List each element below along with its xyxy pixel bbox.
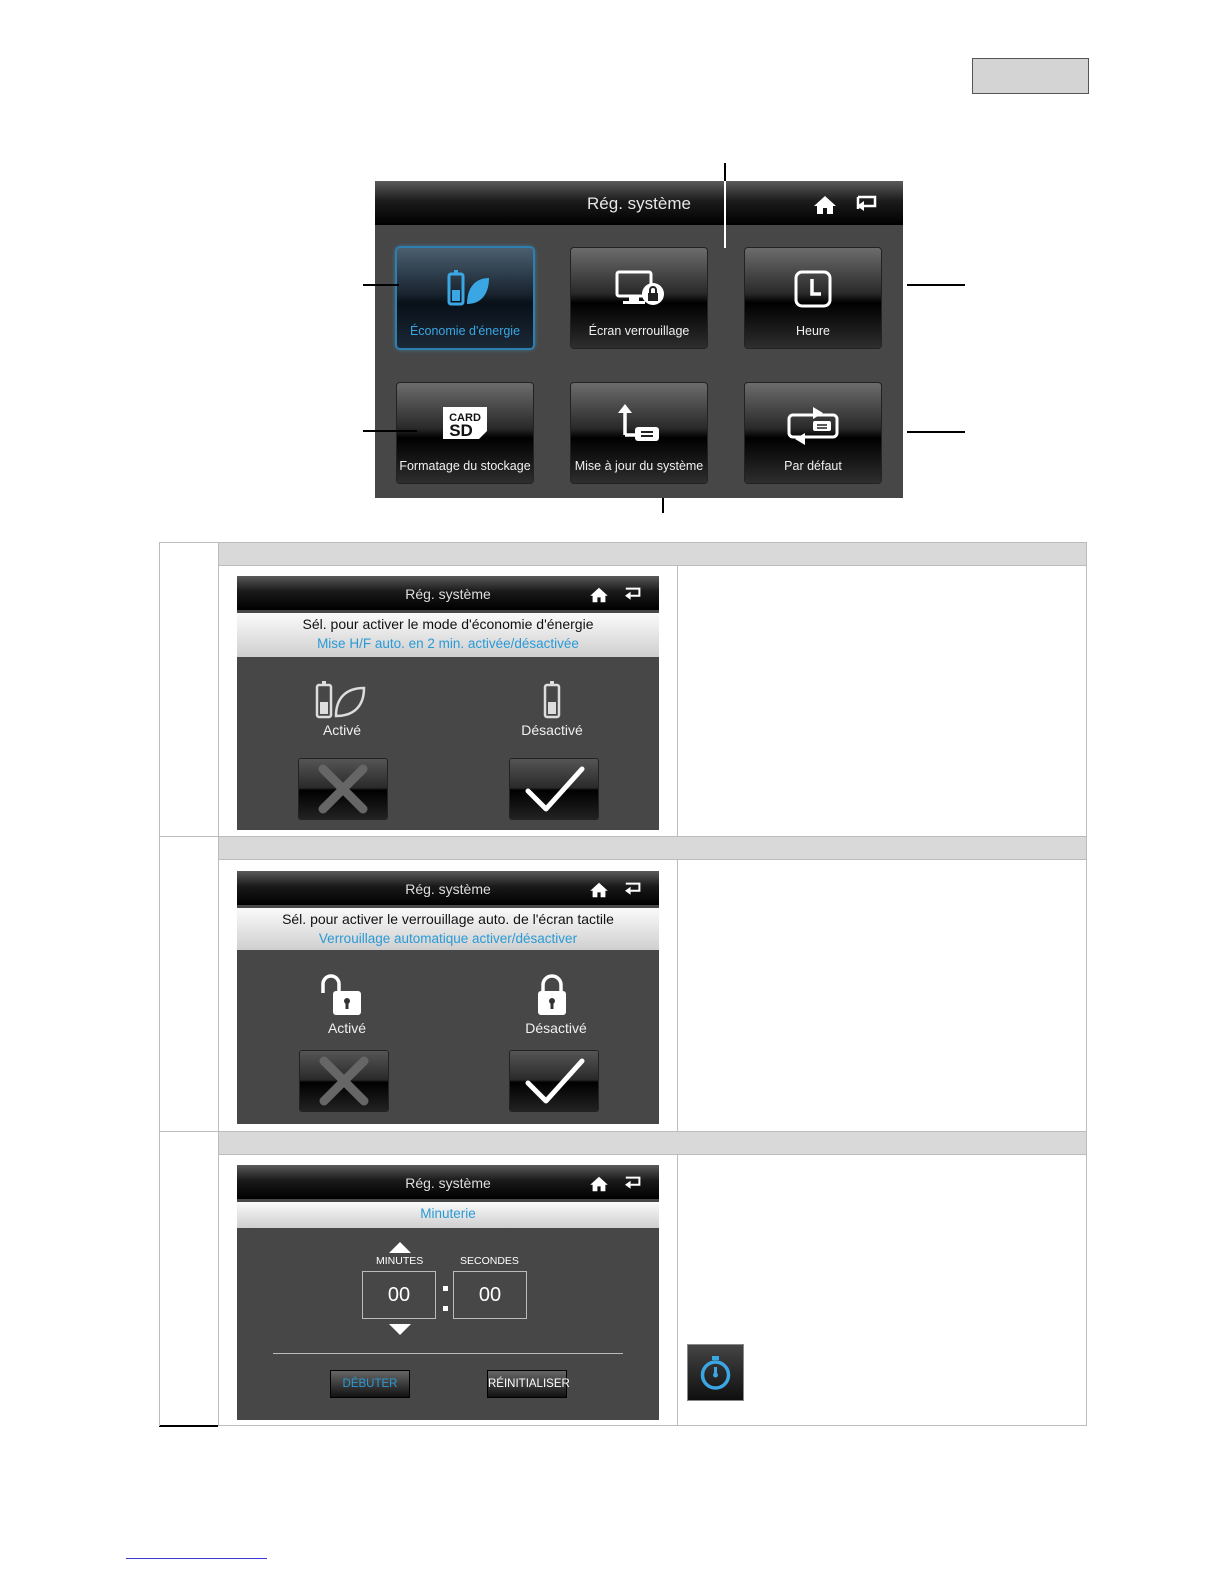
decrement-arrow-icon[interactable] xyxy=(389,1324,411,1335)
tile-label: Heure xyxy=(795,324,831,338)
screen-title: Rég. système xyxy=(405,881,491,897)
table-rule xyxy=(218,565,1087,566)
minutes-field[interactable]: 00 xyxy=(362,1271,436,1319)
table-rule xyxy=(218,1425,1087,1426)
back-arrow-icon[interactable] xyxy=(855,195,879,215)
confirm-button[interactable] xyxy=(510,759,598,819)
table-rule xyxy=(159,1131,1087,1132)
back-arrow-icon[interactable] xyxy=(623,587,643,603)
tile-label: Écran verrouillage xyxy=(588,324,690,338)
callout-line xyxy=(662,498,664,513)
increment-arrow-icon[interactable] xyxy=(389,1242,411,1253)
stopwatch-icon xyxy=(688,1345,743,1400)
info-band xyxy=(237,908,659,950)
option-off-label: Désactivé xyxy=(521,722,583,738)
callout-line xyxy=(363,284,399,286)
callout-line xyxy=(724,163,726,181)
locked-padlock-icon xyxy=(535,973,569,1017)
start-button[interactable]: DÉBUTER xyxy=(331,1371,409,1397)
colon-dot xyxy=(443,1286,448,1291)
checkmark-icon xyxy=(510,1051,598,1111)
tile-label: Formatage du stockage xyxy=(399,459,531,473)
callout-line xyxy=(724,181,726,248)
table-rule xyxy=(159,542,1087,543)
info-line-2: Mise H/F auto. en 2 min. activée/désactivée xyxy=(317,636,579,651)
table-header-row xyxy=(218,543,1087,565)
tile-screen-lock[interactable] xyxy=(571,248,707,348)
tile-storage-format[interactable] xyxy=(397,383,533,483)
checkmark-icon xyxy=(510,759,598,819)
option-on-label: Activé xyxy=(327,1020,367,1036)
home-icon[interactable] xyxy=(589,882,609,898)
table-rule xyxy=(218,859,1087,860)
table-rule xyxy=(1086,542,1087,1426)
table-rule xyxy=(677,1154,678,1426)
screen-lock-screen xyxy=(237,871,659,1124)
unlocked-padlock-icon xyxy=(319,973,369,1017)
screen-title: Rég. système xyxy=(405,586,491,602)
screen-title: Rég. système xyxy=(587,194,691,213)
callout-line xyxy=(907,284,965,286)
tile-system-update[interactable] xyxy=(571,383,707,483)
cancel-button[interactable] xyxy=(299,759,387,819)
monitor-lock-icon xyxy=(609,266,669,312)
tile-label: Par défaut xyxy=(784,459,842,473)
factory-reset-icon xyxy=(783,401,843,447)
cancel-button[interactable] xyxy=(300,1051,388,1111)
back-arrow-icon[interactable] xyxy=(623,882,643,898)
screen-title: Rég. système xyxy=(405,1175,491,1191)
info-band xyxy=(237,613,659,657)
table-rule xyxy=(218,542,219,1426)
home-icon[interactable] xyxy=(813,195,837,215)
seconds-field[interactable]: 00 xyxy=(453,1271,527,1319)
title-bar xyxy=(375,181,903,225)
table-rule xyxy=(159,1425,218,1427)
stopwatch-icon-box xyxy=(688,1345,743,1400)
tile-label: Mise à jour du système xyxy=(574,459,704,473)
table-header-row xyxy=(218,1132,1087,1154)
page-tab-box xyxy=(972,58,1089,94)
tile-default[interactable] xyxy=(745,383,881,483)
table-rule xyxy=(218,1154,1087,1155)
cross-icon xyxy=(300,1051,388,1111)
info-line-2: Verrouillage automatique activer/désactiver xyxy=(318,931,578,946)
tile-time[interactable] xyxy=(745,248,881,348)
svg-text:SD: SD xyxy=(449,421,473,440)
tile-energy-saving[interactable] xyxy=(397,248,533,348)
info-band xyxy=(237,1202,659,1228)
footer-rule xyxy=(126,1558,267,1559)
confirm-button[interactable] xyxy=(510,1051,598,1111)
timer-heading: Minuterie xyxy=(420,1206,476,1221)
system-settings-screen xyxy=(375,181,903,498)
reset-button[interactable]: RÉINITIALISER xyxy=(488,1371,566,1397)
minutes-label: MINUTES xyxy=(376,1255,424,1267)
divider xyxy=(273,1353,623,1354)
back-arrow-icon[interactable] xyxy=(623,1176,643,1192)
svg-text:CARD: CARD xyxy=(449,412,481,424)
battery-leaf-icon xyxy=(435,266,495,312)
energy-saving-screen xyxy=(237,576,659,830)
info-line-1: Sél. pour activer le mode d'économie d'énergie xyxy=(302,616,594,632)
clock-icon xyxy=(783,266,843,312)
timer-screen xyxy=(237,1165,659,1420)
table-rule xyxy=(159,542,160,1426)
home-icon[interactable] xyxy=(589,587,609,603)
option-on-label: Activé xyxy=(322,722,362,738)
cross-icon xyxy=(299,759,387,819)
seconds-label: SECONDES xyxy=(460,1255,519,1267)
colon-dot xyxy=(443,1306,448,1311)
battery-icon xyxy=(542,680,562,720)
system-update-icon xyxy=(609,401,669,447)
title-bar xyxy=(237,871,659,905)
tile-label: Économie d'énergie xyxy=(409,324,521,338)
callout-line xyxy=(907,431,965,433)
title-bar xyxy=(237,1165,659,1199)
callout-line xyxy=(363,430,417,432)
title-bar xyxy=(237,576,659,610)
info-line-1: Sél. pour activer le verrouillage auto. de l'écran tactile xyxy=(282,911,614,927)
sd-card-icon xyxy=(435,401,495,447)
battery-leaf-icon xyxy=(314,680,372,720)
home-icon[interactable] xyxy=(589,1176,609,1192)
option-off-label: Désactivé xyxy=(525,1020,587,1036)
table-rule xyxy=(677,859,678,1131)
table-header-row xyxy=(218,837,1087,859)
table-rule xyxy=(159,836,1087,837)
table-rule xyxy=(677,565,678,836)
